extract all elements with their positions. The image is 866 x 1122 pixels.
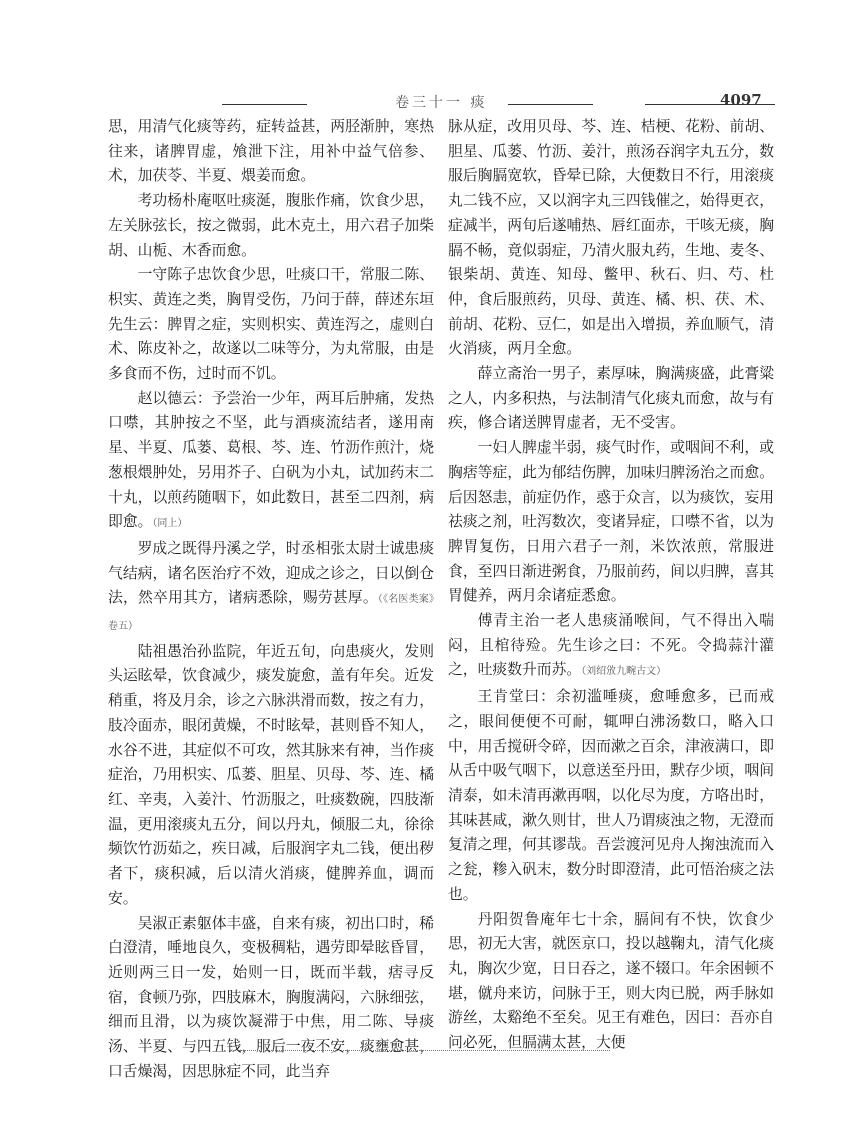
footer-rule (230, 1050, 610, 1051)
paragraph (448, 685, 774, 907)
paragraph (448, 436, 774, 609)
paragraph-text: 丹阳贺鲁庵年七十余，膈间有不快，饮食少思，初无大害，就医京口，投以越鞠丸，清气化痰丸，胸次少宽，日日吞之，遂不辍口。年余困顿不堪，僦舟来访，问脉于王，则大肉已脱，两手脉如游丝，太谿绝不至矣。见王有难色，因曰：吾亦自问必死，但膈满太甚，大便 (448, 910, 774, 1052)
paragraph-text: 王肯堂曰：余初滥唾痰，愈唾愈多，已而戒之，眼间便便不可耐，辄呷白沸汤数口，略入口中，用舌搅研令碎，因而漱之百余，津液满口，即从舌中吸气咽下，以意送至丹田，默存少顷，咽间清泰，如未清再漱再咽，以化尽为度，方咯出时，其味甚咸，漱久则甘，世人乃谓痰浊之物，无澄而复清之理，何其谬哉。吾尝渡河见舟人掬浊流而入之瓮，糁入矾末，数分时即澄清，此可悟治痰之法也。 (448, 688, 774, 903)
paragraph-text: 陆祖愚治孙监院，年近五旬，向患痰火，发则头运眩晕，饮食减少，痰发旋愈，盖有年矣。近发稍重，将及月余，诊之六脉洪滑而数，按之有力，肢冷面赤，眼闭黄燥，不时眩晕，甚则昏不知人，水谷不进，其症似不可攻，然其脉来有神，当作痰症治，乃用枳实、瓜蒌、胆星、贝母、芩、连、橘红、辛夷，入姜汁、竹沥服之，吐痰数碗，四肢渐温，更用滚痰丸五分，间以丹丸，倾服二丸，徐徐频饮竹沥茹之，疾日减，后服润字丸二钱，便出秽者下，痰积减，后以清火消痰，健脾养血，调而安。 (108, 642, 434, 907)
paragraph (448, 362, 774, 436)
page-number: 4097 (720, 91, 762, 109)
paragraph-text: 考功杨朴庵呕吐痰涎，腹胀作痛，饮食少思，左关脉弦长，按之微弱，此木克土，用六君子加柴胡、山栀、木香而愈。 (108, 192, 434, 259)
paragraph (108, 263, 434, 387)
paragraph (448, 609, 774, 685)
paragraph-text: 薛立斋治一男子，素厚味，胸满痰盛，此膏粱之人，内多积热，与法制清气化痰丸而愈，故与有疾，修合诸送脾胃虚者，无不受害。 (448, 365, 774, 432)
left-text-column (108, 115, 434, 1084)
paragraph-text: 傅青主治一老人患痰涌喉间，气不得出入喘闷，且棺待殓。先生诊之曰：不死。令捣蒜汁灌之，吐痰数升而苏。 (448, 612, 774, 679)
paragraph (108, 115, 434, 189)
paragraph (108, 537, 434, 640)
source-citation: （刘绍攽九畹古文） (581, 666, 667, 678)
paragraph (108, 387, 434, 537)
paragraph-text: 思，用清气化痰等药，症转益甚，两胫渐肿，寒热往来，诸脾胃虚，飧泄下注，用补中益气倍参、术，加茯苓、半夏、煨姜而愈。 (108, 118, 434, 185)
header-rule-right (645, 104, 775, 105)
paragraph (108, 912, 434, 1085)
paragraph-text: 脉从症，改用贝母、芩、连、桔梗、花粉、前胡、胆星、瓜蒌、竹沥、姜汁，煎汤吞润字丸五分，数服后胸膈宽软，昏晕已除，大便数日不行，用滚痰丸二钱不应，又以润字丸三四钱催之，始得更衣，症减半，两旬后遂哺热、唇红面赤，干咳无痰，胸膈不畅，竟似弱症，乃清火服丸药，生地、麦冬、银柴胡、黄连、知母、鳖甲、秋石、归、芍、杜仲，食后服煎药，贝母、黄连、橘、枳、茯、术、前胡、花粉、豆仁，如是出入增损，养血顺气，清火消痰，两月全愈。 (448, 118, 774, 358)
paragraph (448, 908, 774, 1056)
paragraph (108, 189, 434, 263)
source-citation: （同上） (152, 518, 188, 530)
paragraph-text: 赵以德云：予尝治一少年，两耳后肿痛，发热口噤，其肿按之不坚，此与酒痰流结者，遂用南星、半夏、瓜蒌、葛根、芩、连、竹沥作煎汁，烧葱根煨肿处，另用芥子、白矾为小丸，试加药末二十丸，以煎药随咽下，如此数日，甚至二四剂，病即愈。 (108, 389, 434, 531)
header-rule-mid (508, 104, 593, 105)
running-header-title: 卷三十一 痰 (395, 95, 488, 111)
paragraph (448, 115, 774, 362)
paragraph-text: 罗成之既得丹溪之学，时丞相张太尉士诚患痰气结病，诸名医治疗不效，迎成之诊之，日以倒仓法，然卒用其方，诸病悉除，赐劳甚厚。 (108, 539, 434, 607)
source-citation: （《名医类案》卷五） (108, 594, 434, 633)
paragraph-text: 一妇人脾虚半弱，痰气时作，或咽间不利，或胸痞等症，此为郁结伤脾，加味归脾汤治之而愈。后因怒恚，前症仍作，惑于众言，以为痰饮，妄用祛痰之剂，吐泻数次，变诸异症，口噤不省，以为脾胃复伤，日用六君子一剂，米饮浓煎，常服进食，至四日渐进粥食，乃服前药，间以归脾，喜其胃健养，两月余诸症悉愈。 (448, 439, 774, 605)
right-text-column (448, 115, 774, 1056)
paragraph-text: 一守陈子忠饮食少思，吐痰口干，常服二陈、枳实、黄连之类，胸胃受伤，乃问于薛，薛述东垣先生云：脾胃之症，实则枳实、黄连泻之，虚则白术、陈皮补之，故遂以二味等分，为丸常服，由是多食而不伤，过时而不饥。 (108, 266, 434, 383)
header-rule-left (222, 104, 307, 105)
paragraph-text: 吴淑正素躯体丰盛，自来有痰，初出口时，稀白澄清，唾地良久，变极稠粘，遇劳即晕眩昏冒，近则两三日一发，始则一日，既而半载，痞寻反宿，食顿乃弥，四肢麻木，胸腹满闷，六脉细弦，细而且滑，以为痰饮凝滞于中焦，用二陈、导痰汤、半夏、与四五钱，服后一夜不安，痰壅愈甚，口舌燥渴，因思脉症不同，此当弃 (108, 914, 434, 1080)
paragraph (108, 640, 434, 912)
